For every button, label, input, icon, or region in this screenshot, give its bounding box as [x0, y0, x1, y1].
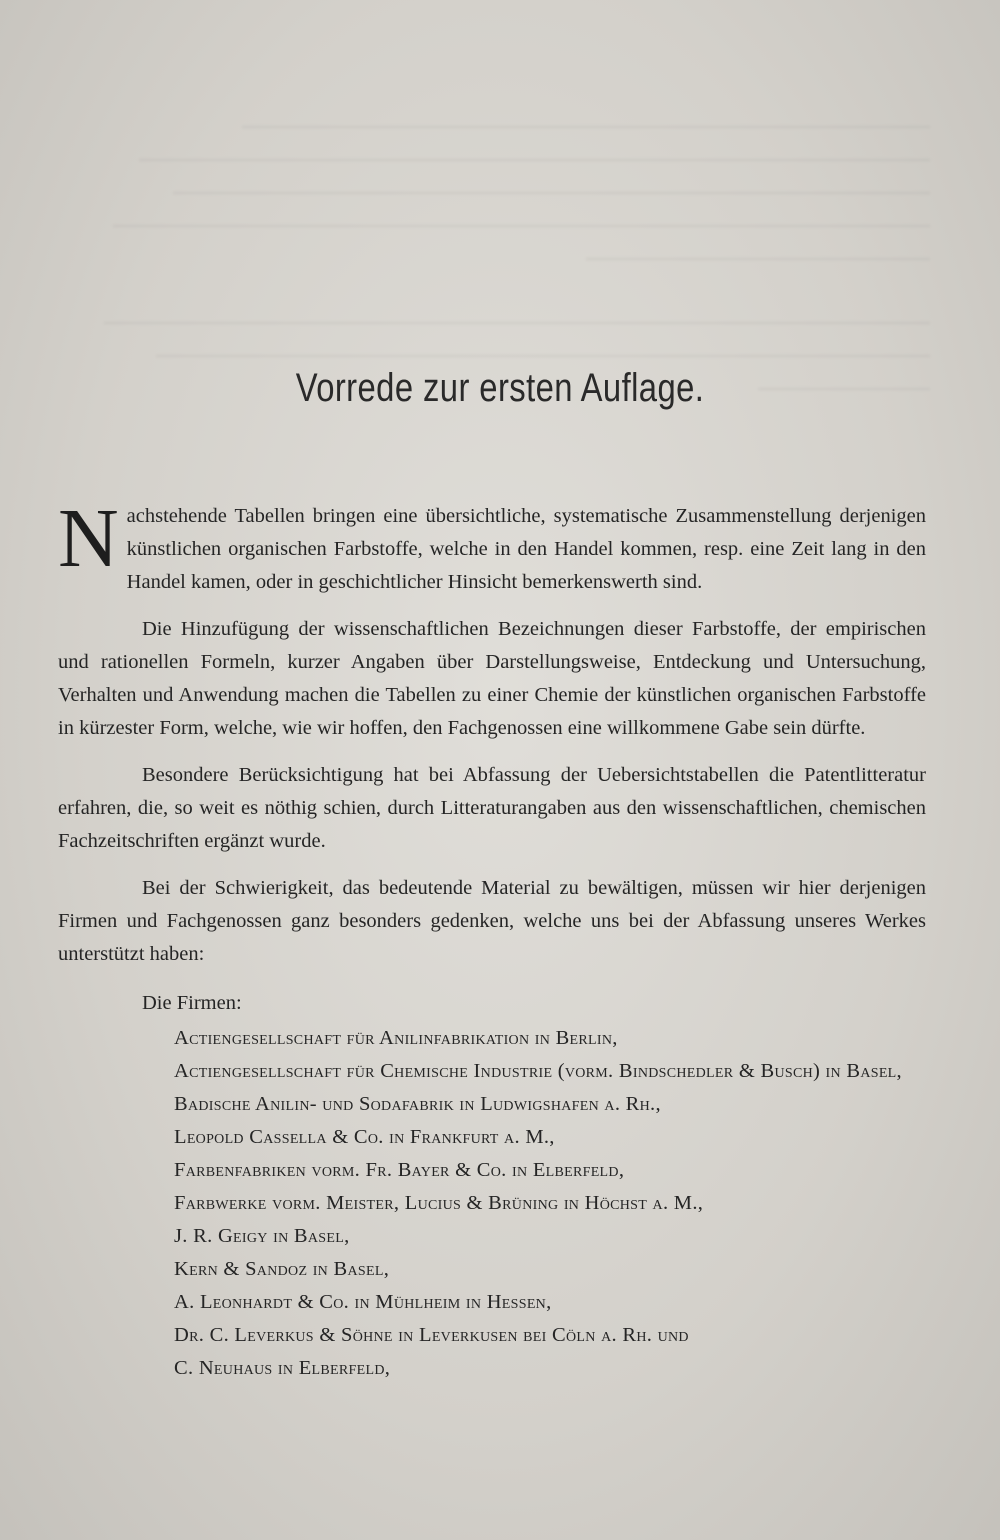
paragraph-1-text: achstehende Tabellen bringen eine übersichtliche, systematische Zusammenstellung derjenigen künstlichen organischen Farbstoffe, welche in den Handel kommen, resp. eine Zeit lang in den Handel kamen, oder in geschichtlicher Hinsicht bemerkenswerth sind.: [126, 505, 926, 593]
paragraph-4: Bei der Schwierigkeit, das bedeutende Material zu bewältigen, müssen wir hier derjenigen Firmen und Fachgenossen ganz besonders gedenken, welche uns bei der Abfassung unseres Werkes unterstützt haben:: [58, 877, 926, 965]
drop-cap: N: [58, 492, 119, 585]
firm-item: Leopold Cassella & Co. in Frankfurt a. M.,: [174, 1126, 555, 1148]
paragraph-3: Besondere Berücksichtigung hat bei Abfassung der Uebersichtstabellen die Patentlitteratur erfahren, die, so weit es nöthig schien, durch Litteraturangaben aus den wissenschaftlichen, chemischen Fachzeitschriften ergänzt wurde.: [58, 764, 926, 852]
firms-label: Die Firmen:: [142, 992, 242, 1014]
firm-item: Actiengesellschaft für Anilinfabrikation in Berlin,: [174, 1027, 618, 1049]
firm-item: Badische Anilin- und Sodafabrik in Ludwigshafen a. Rh.,: [174, 1093, 661, 1115]
paragraph-2: Die Hinzufügung der wissenschaftlichen Bezeichnungen dieser Farbstoffe, der empirischen und rationellen Formeln, kurzer Angaben über Darstellungsweise, Entdeckung und Untersuchung, Verhalten und Anwendung machen die Tabellen zu einer Chemie der künstlichen organischen Farbstoffe in kürzester Form, welche, wie wir hoffen, den Fachgenossen eine willkommene Gabe sein dürfte.: [58, 618, 926, 739]
preface-body: [58, 492, 926, 1385]
firm-item: C. Neuhaus in Elberfeld,: [174, 1357, 391, 1379]
paragraph-1: [58, 492, 926, 599]
firm-item: Actiengesellschaft für Chemische Industrie (vorm. Bindschedler & Busch) in Basel,: [174, 1060, 902, 1082]
page-title: Vorrede zur ersten Auflage.: [295, 366, 705, 410]
firm-item: A. Leonhardt & Co. in Mühlheim in Hessen,: [174, 1291, 552, 1313]
firm-item: Farbwerke vorm. Meister, Lucius & Brüning in Höchst a. M.,: [174, 1192, 704, 1214]
firm-item: J. R. Geigy in Basel,: [174, 1225, 350, 1247]
firm-item: Kern & Sandoz in Basel,: [174, 1258, 390, 1280]
firm-item: Farbenfabriken vorm. Fr. Bayer & Co. in Elberfeld,: [174, 1159, 625, 1181]
show-through-texture: [70, 95, 930, 390]
firm-item: Dr. C. Leverkus & Söhne in Leverkusen bei Cöln a. Rh. und: [174, 1324, 689, 1346]
